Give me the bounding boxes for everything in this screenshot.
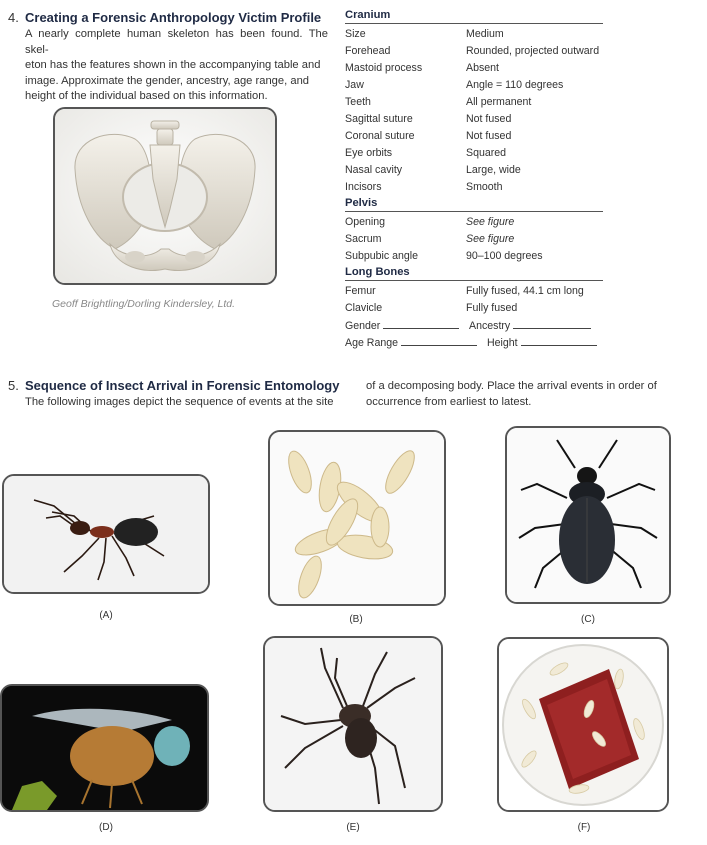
row-value: 90–100 degrees [466, 250, 543, 262]
row-label: Clavicle [345, 302, 383, 314]
gender-label: Gender [345, 320, 381, 332]
row-value: See figure [466, 216, 515, 228]
caption-c: (C) [581, 614, 595, 625]
row-value: Not fused [466, 113, 512, 125]
question-4-line: height of the individual based on this information. [25, 90, 268, 102]
table-row [345, 145, 603, 162]
row-value: Not fused [466, 130, 512, 142]
row-label: Sacrum [345, 233, 382, 245]
row-value: All permanent [466, 96, 532, 108]
caption-a: (A) [99, 610, 113, 621]
question-4-title: Creating a Forensic Anthropology Victim Profile [25, 10, 322, 25]
age-range-label: Age Range [345, 337, 399, 349]
question-5-title: Sequence of Insect Arrival in Forensic Entomology [25, 378, 340, 393]
victim-profile-table [345, 8, 603, 351]
row-label: Eye orbits [345, 147, 393, 159]
pelvis-photo-frame [53, 107, 277, 285]
maggots-image [270, 432, 444, 604]
caption-f: (F) [577, 822, 591, 833]
photo-frame-f [497, 637, 669, 812]
photo-frame-d [0, 684, 209, 812]
row-label: Sagittal suture [345, 113, 413, 125]
photo-credit: Geoff Brightling/Dorling Kindersley, Ltd. [52, 298, 236, 310]
table-section-heading: Long Bones [345, 265, 603, 281]
table-row [345, 111, 603, 128]
photo-frame-b [268, 430, 446, 606]
question-5-line: of a decomposing body. Place the arrival events in order of [366, 380, 657, 392]
row-label: Size [345, 28, 366, 40]
row-label: Forehead [345, 45, 391, 57]
height-label: Height [487, 337, 518, 349]
row-label: Nasal cavity [345, 164, 403, 176]
row-value: Fully fused, 44.1 cm long [466, 285, 584, 297]
row-label: Mastoid process [345, 62, 423, 74]
table-row [345, 300, 603, 317]
question-4-number: 4. [8, 10, 19, 25]
row-label: Incisors [345, 181, 382, 193]
row-value: Angle = 110 degrees [466, 79, 564, 91]
photo-frame-a [2, 474, 210, 594]
table-row [345, 60, 603, 77]
question-4-text [25, 27, 328, 105]
caption-e: (E) [346, 822, 360, 833]
row-label: Femur [345, 285, 376, 297]
photo-frame-c [505, 426, 671, 604]
beetle-image [507, 428, 669, 602]
table-row [345, 26, 603, 43]
table-row [345, 283, 603, 300]
ancestry-blank[interactable] [513, 317, 591, 329]
row-value: Medium [466, 28, 504, 40]
photo-frame-e [263, 636, 443, 812]
row-value: Smooth [466, 181, 503, 193]
table-row [345, 248, 603, 265]
larvae-on-meat-image [499, 639, 667, 810]
table-row [345, 214, 603, 231]
question-4-line: image. Approximate the gender, ancestry, age range, and [25, 74, 310, 87]
table-row [345, 179, 603, 196]
question-4-line: A nearly complete human skeleton has been found. The skel- [25, 28, 328, 56]
row-value: Squared [466, 147, 507, 159]
table-row [345, 128, 603, 145]
caption-b: (B) [349, 614, 363, 625]
caption-d: (D) [99, 822, 113, 833]
question-5-line: The following images depict the sequence of events at the site [25, 396, 334, 408]
table-row [345, 162, 603, 179]
row-label: Jaw [345, 79, 364, 91]
pelvis-rows [345, 214, 603, 265]
long-bones-rows [345, 283, 603, 317]
question-5-number: 5. [8, 378, 19, 393]
row-label: Opening [345, 216, 386, 228]
row-value: Rounded, projected outward [466, 45, 600, 57]
ancestry-label: Ancestry [469, 320, 511, 332]
answer-row-2 [345, 334, 603, 351]
cranium-rows [345, 26, 603, 196]
row-value: Absent [466, 62, 499, 74]
answer-row-1 [345, 317, 603, 334]
ant-image [4, 476, 208, 592]
question-4-line: eton has the features shown in the accompanying table and [25, 59, 321, 71]
table-row [345, 43, 603, 60]
row-value: Fully fused [466, 302, 518, 314]
gender-blank[interactable] [383, 317, 459, 329]
table-section-heading: Pelvis [345, 196, 603, 212]
spider-image [265, 638, 441, 810]
row-label: Teeth [345, 96, 371, 108]
table-row [345, 77, 603, 94]
pelvis-image [55, 109, 275, 283]
table-row [345, 231, 603, 248]
row-value: See figure [466, 233, 515, 245]
row-value: Large, wide [466, 164, 521, 176]
height-blank[interactable] [521, 334, 597, 346]
age-range-blank[interactable] [401, 334, 477, 346]
row-label: Coronal suture [345, 130, 415, 142]
table-section-heading: Cranium [345, 8, 603, 24]
table-row [345, 94, 603, 111]
question-5-line: occurrence from earliest to latest. [366, 396, 532, 408]
row-label: Subpubic angle [345, 250, 419, 262]
fly-image [2, 686, 207, 810]
